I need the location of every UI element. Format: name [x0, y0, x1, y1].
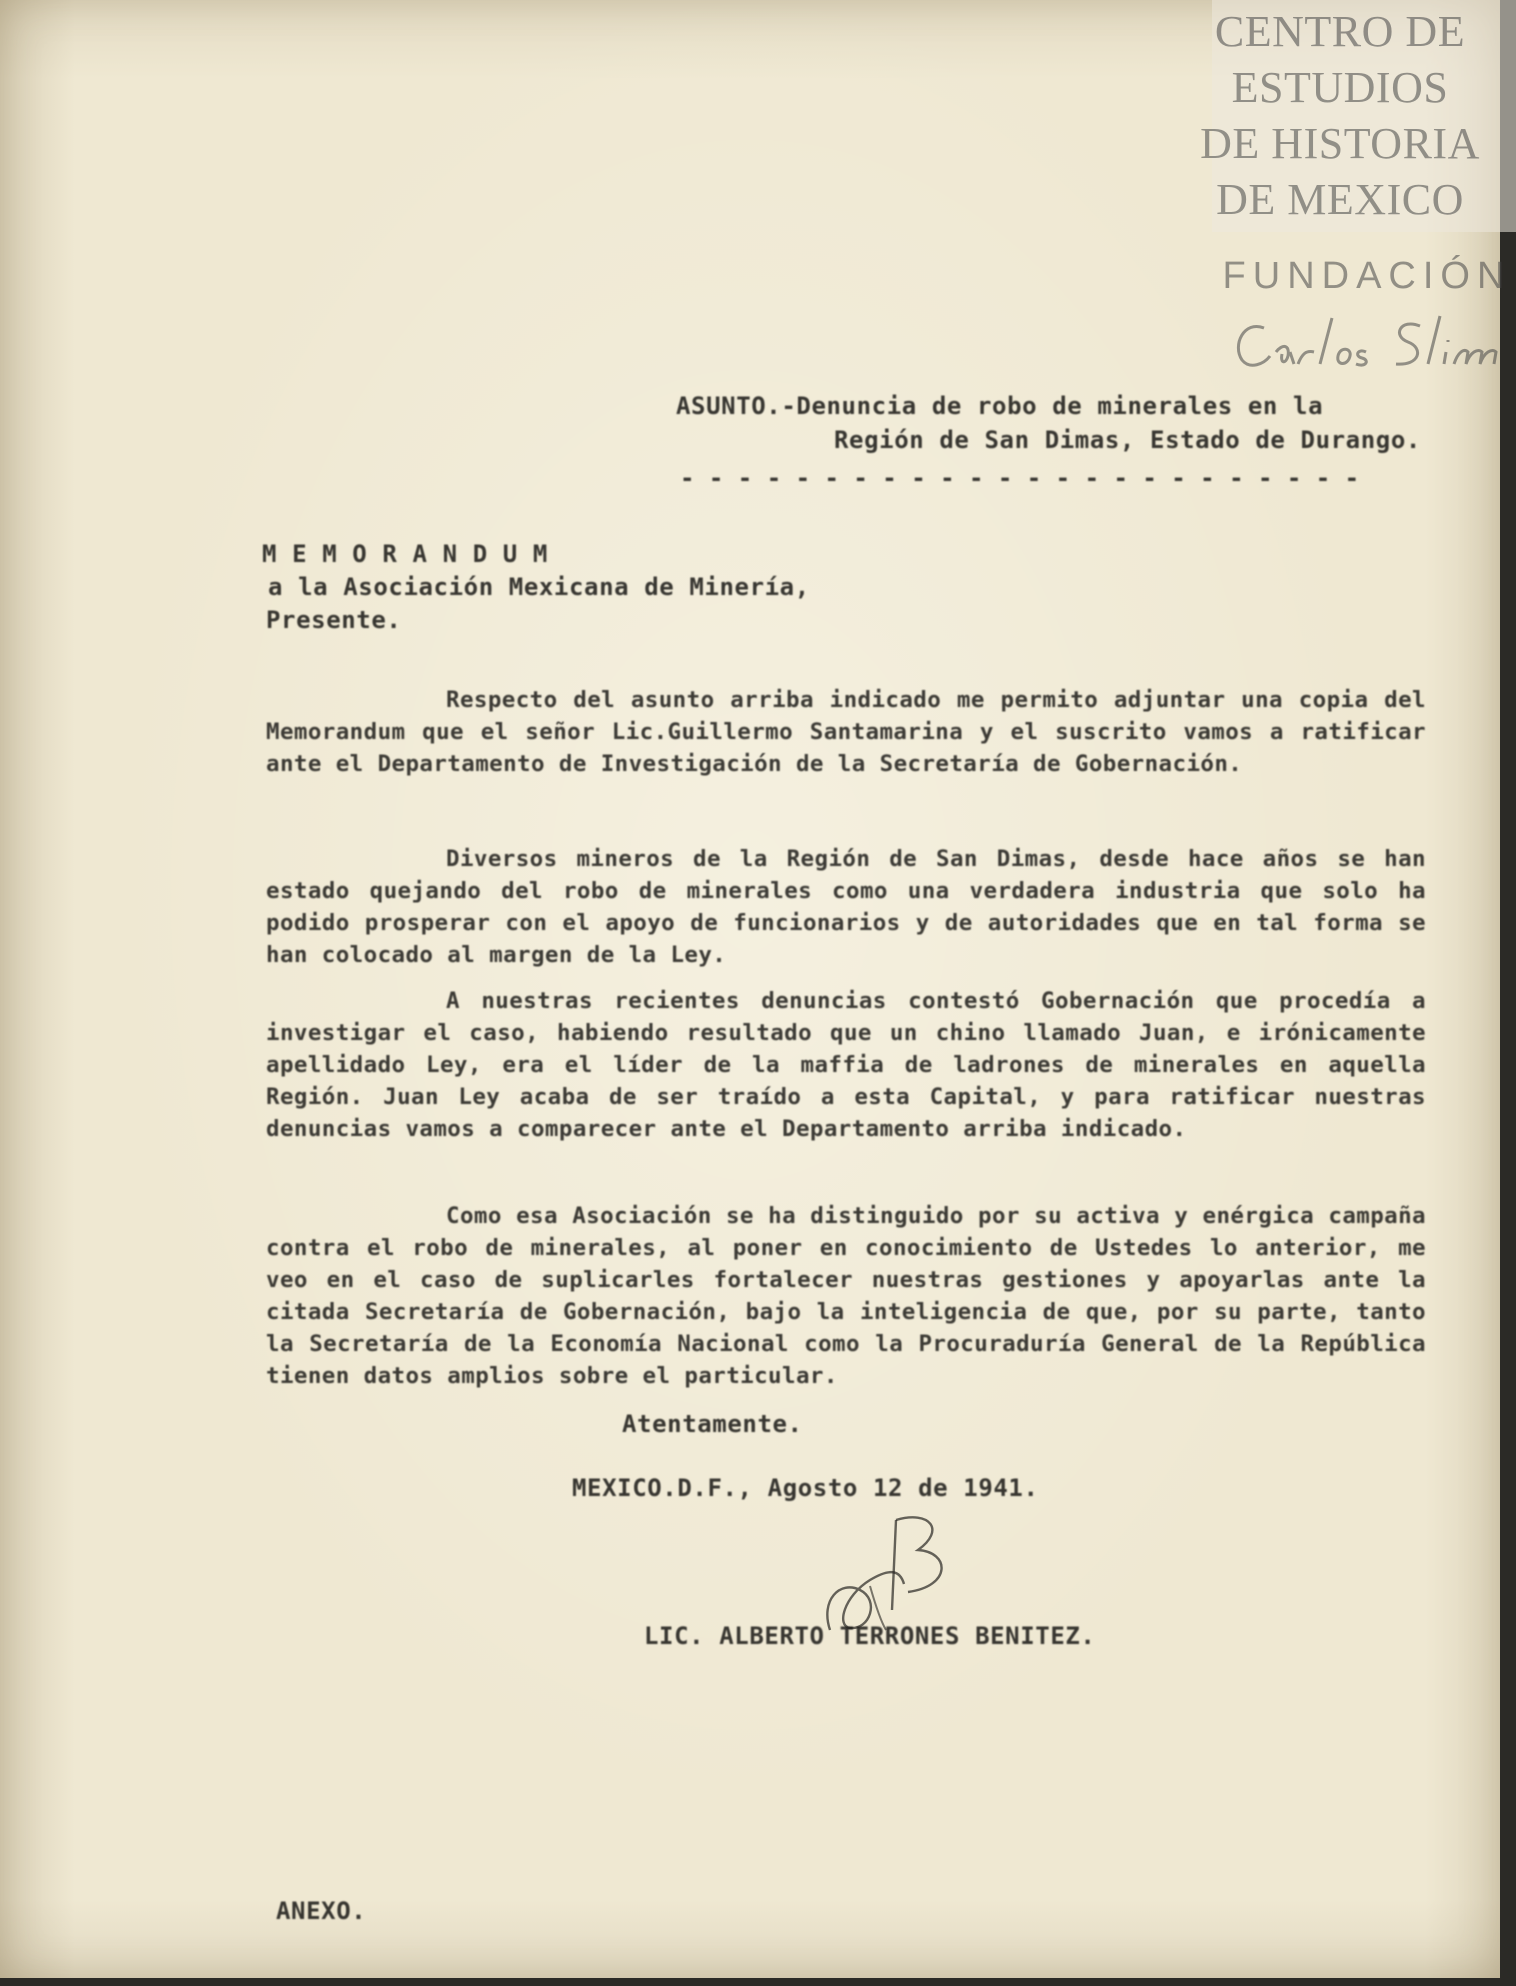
closing: Atentamente.: [622, 1410, 803, 1438]
presente-line: Presente.: [266, 606, 402, 634]
paragraph-4: Como esa Asociación se ha distinguido por su activa y enérgica campaña contra el robo de minerales, al poner en conocimiento de Ustedes lo anterior, me veo en el caso de suplicarles fortalecer nuestras gestiones y apoyarlas ante la citada Secretaría de Gobernación, bajo la inteligencia de que, por su parte, tanto la Secretaría de la Economía Nacional como la Procuraduría General de la República tienen datos amplios sobre el particular.: [266, 1203, 1426, 1389]
carlos-slim-signature-logo: [1224, 300, 1516, 380]
subject-divider: - - - - - - - - - - - - - - - - - - - - - - - -: [680, 464, 1360, 492]
watermark-line-2: ESTUDIOS: [1231, 63, 1449, 112]
paragraph-1: Respecto del asunto arriba indicado me permito adjuntar una copia del Memorandum que el señor Lic.Guillermo Santamarina y el suscrito vamos a ratificar ante el Departamento de Investigación de la Secretaría de Gobernación.: [266, 687, 1426, 777]
annex-label: ANEXO.: [276, 1897, 367, 1925]
watermark-line-4: DE MEXICO: [1216, 175, 1464, 224]
subject-line-2: Región de San Dimas, Estado de Durango.: [834, 426, 1421, 454]
signer-name: LIC. ALBERTO TERRONES BENITEZ.: [644, 1622, 1096, 1650]
watermark-line-3: DE HISTORIA: [1200, 119, 1480, 168]
watermark-line-1: CENTRO DE: [1214, 7, 1466, 56]
watermark-foundation: FUNDACIÓN: [1222, 255, 1512, 297]
memorandum-heading: M E M O R A N D U M: [262, 540, 548, 568]
paragraph-3: A nuestras recientes denuncias contestó Gobernación que procedía a investigar el caso, habiendo resultado que un chino llamado Juan, e irónicamente apellidado Ley, era el líder de la maffia de ladrones de minerales en aquella Región. Juan Ley acaba de ser traído a esta Capital, y para ratificar nuestras denuncias vamos a comparecer ante el Departamento arriba indicado.: [266, 988, 1426, 1142]
place-date: MEXICO.D.F., Agosto 12 de 1941.: [572, 1474, 1039, 1502]
subject-line-1: ASUNTO.-Denuncia de robo de minerales en la: [676, 392, 1324, 420]
paragraph-2: Diversos mineros de la Región de San Dimas, desde hace años se han estado quejando del robo de minerales como una verdadera industria que solo ha podido prosperar con el apoyo de funcionarios y de autoridades que en tal forma se han colocado al margen de la Ley.: [266, 846, 1426, 968]
archive-watermark: [1200, 0, 1516, 232]
addressee-line: a la Asociación Mexicana de Minería,: [268, 573, 810, 601]
